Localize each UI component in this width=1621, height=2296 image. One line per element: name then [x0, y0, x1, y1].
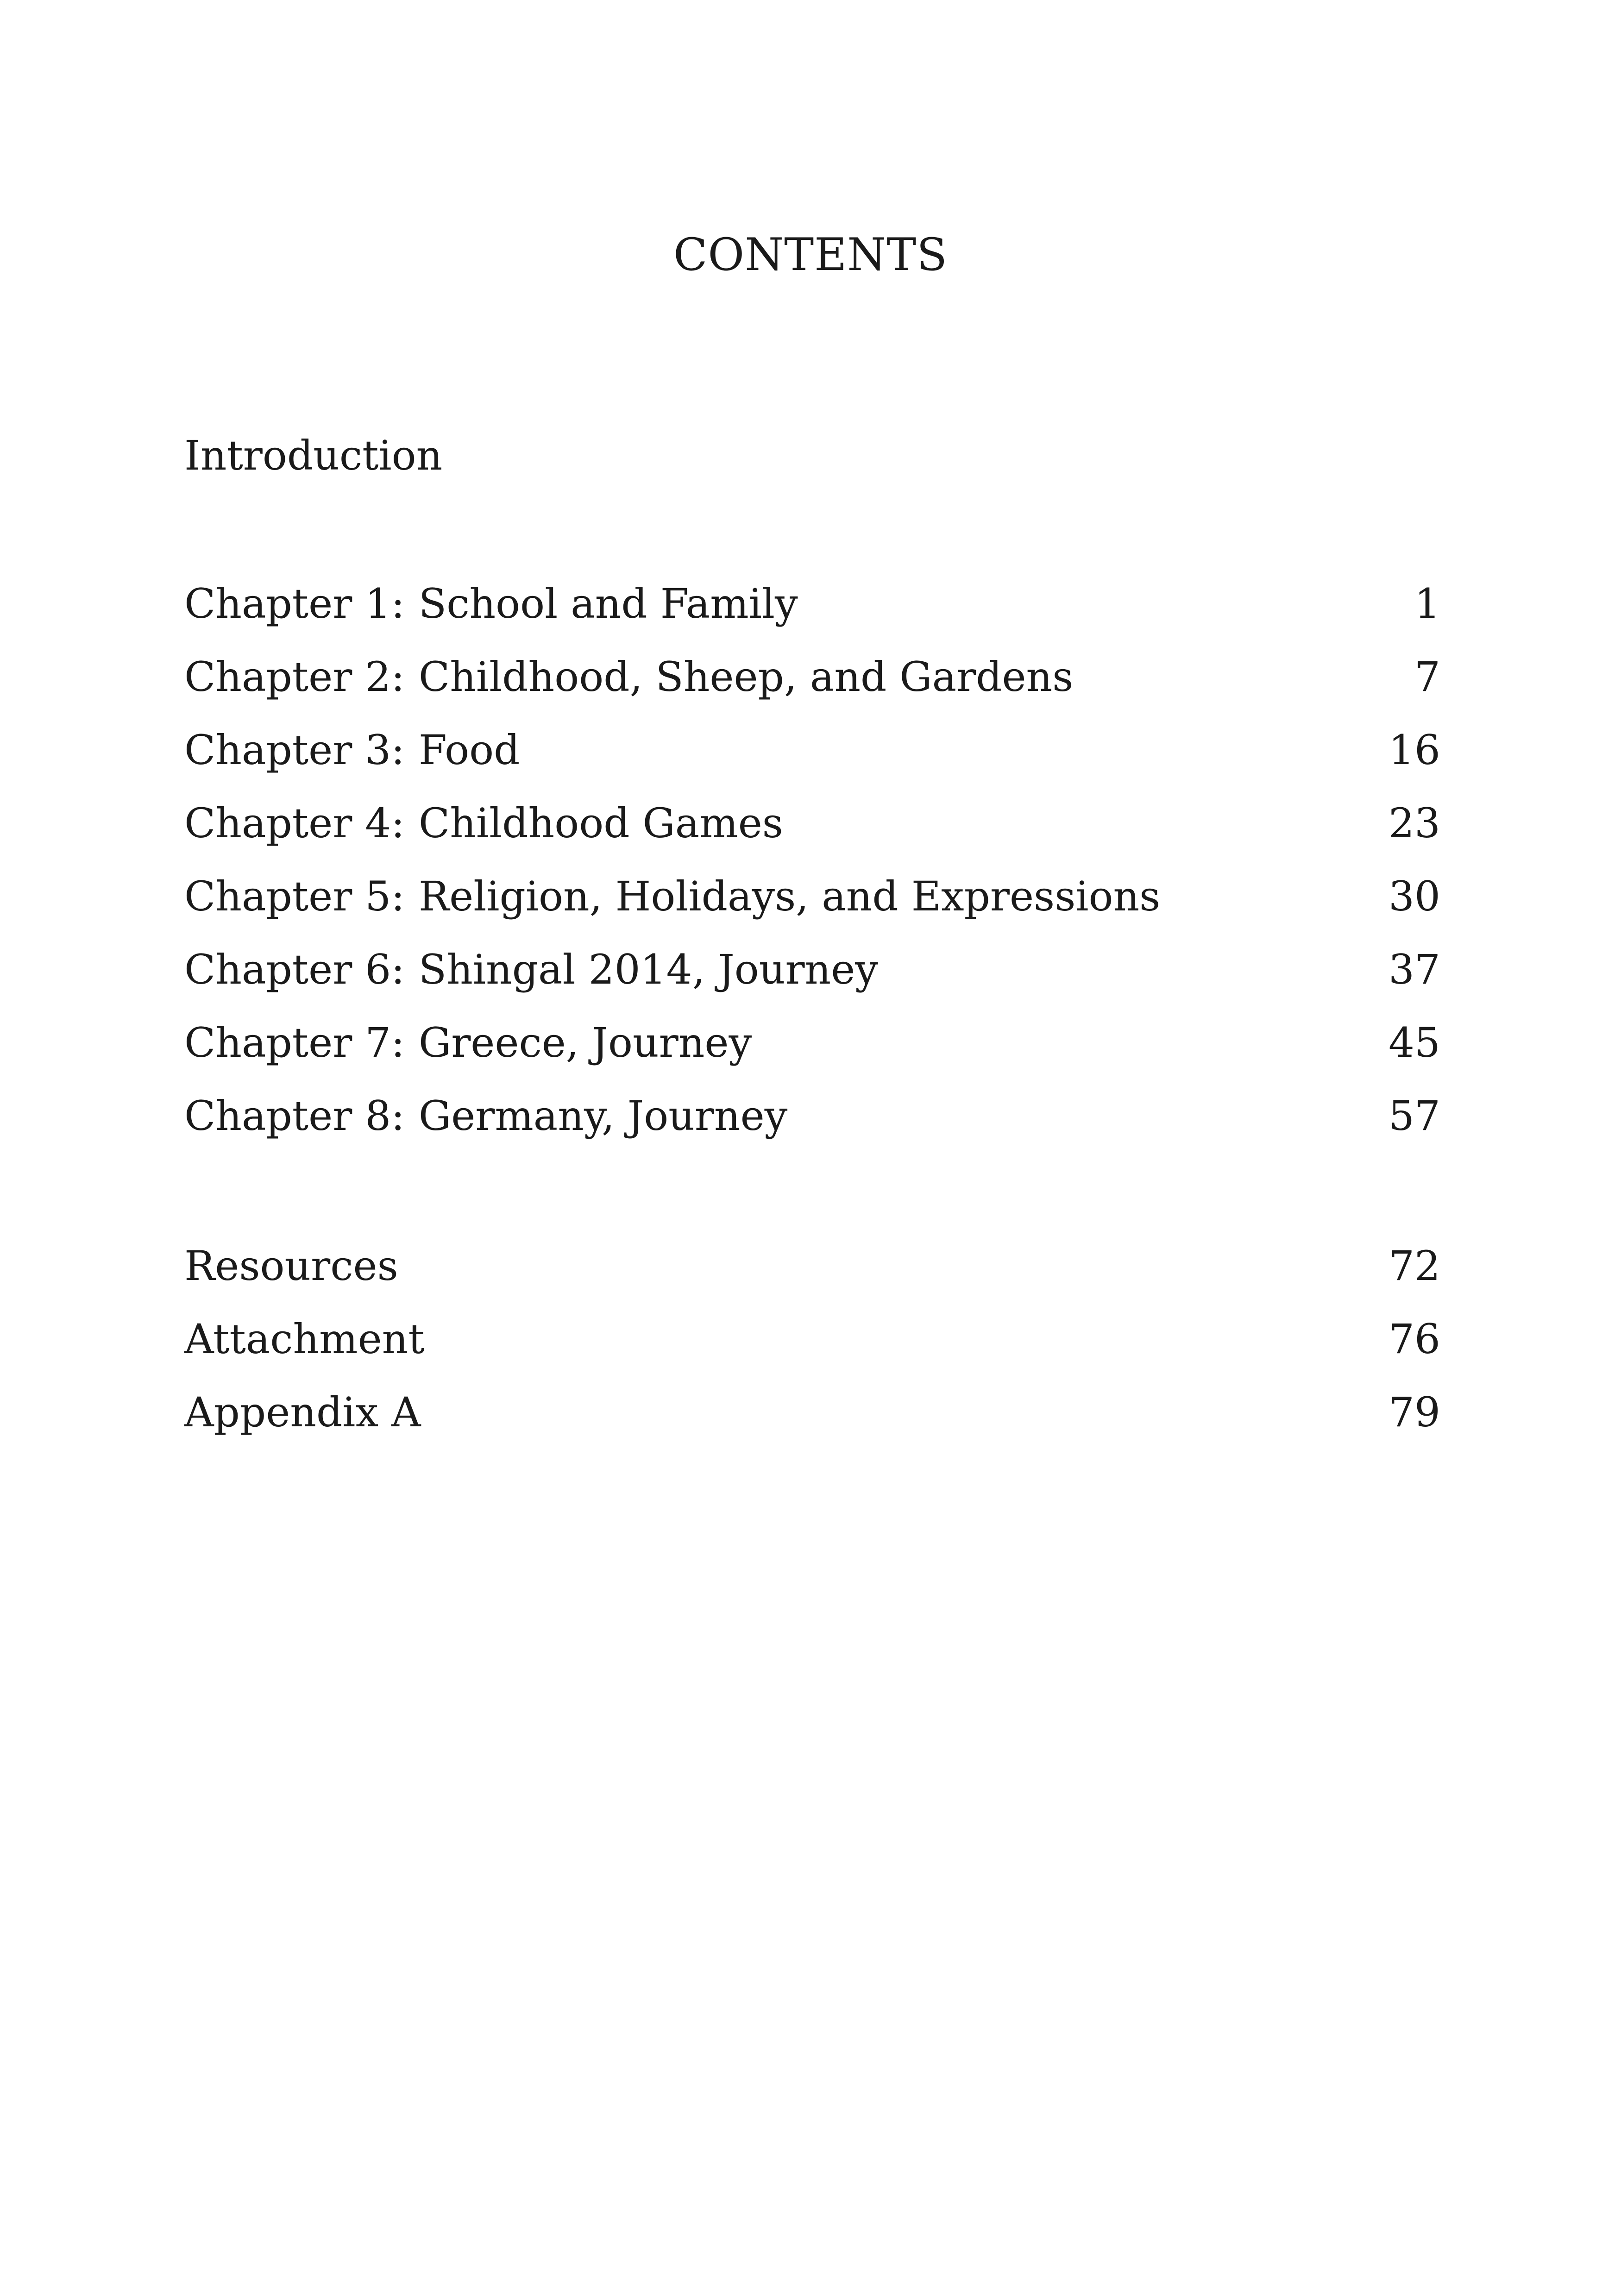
toc-entry-chapter-8 [184, 1089, 1440, 1162]
toc-page-number: 79 [1389, 1388, 1440, 1436]
toc-entry-label [184, 650, 1073, 704]
toc-introduction-section [184, 428, 1440, 502]
toc-entry-label: Attachment [184, 1315, 425, 1363]
toc-entry-label [184, 723, 520, 778]
chapter-title: Shingal 2014, Journey [418, 946, 878, 993]
toc-page-number: 45 [1389, 1019, 1440, 1066]
chapter-number: Chapter 4: [184, 799, 405, 847]
chapter-number: Chapter 3: [184, 726, 405, 774]
chapter-number: Chapter 2: [184, 653, 405, 701]
chapter-number: Chapter 6: [184, 946, 405, 993]
toc-page-number: 30 [1389, 872, 1440, 920]
toc-entry-chapter-5 [184, 869, 1440, 942]
toc-page-number: 16 [1389, 726, 1440, 774]
toc-page-number: 72 [1389, 1242, 1440, 1290]
toc-entry-chapter-1 [184, 577, 1440, 650]
toc-entry-chapter-3 [184, 723, 1440, 796]
toc-entry-chapter-7 [184, 1016, 1440, 1089]
chapter-title: Food [418, 726, 520, 774]
toc-entry-label [184, 577, 798, 631]
toc-entry-resources [184, 1239, 1440, 1312]
toc-entry-appendix-a [184, 1385, 1440, 1458]
toc-entry-attachment [184, 1312, 1440, 1385]
toc-backmatter-section [184, 1239, 1440, 1458]
chapter-title: Greece, Journey [418, 1019, 752, 1066]
chapter-number: Chapter 5: [184, 872, 405, 920]
toc-page-number: 76 [1389, 1315, 1440, 1363]
toc-entry-chapter-4 [184, 796, 1440, 869]
toc-entry-label [184, 869, 1160, 924]
chapter-title: School and Family [418, 580, 798, 627]
toc-entry-introduction [184, 428, 1440, 502]
chapter-title: Childhood Games [418, 799, 783, 847]
chapter-title: Religion, Holidays, and Expressions [418, 872, 1161, 920]
toc-page-number: 1 [1414, 580, 1440, 627]
chapter-number: Chapter 7: [184, 1019, 405, 1066]
toc-entry-label [184, 942, 878, 997]
toc-entry-label: Resources [184, 1242, 398, 1290]
toc-page-number: 57 [1389, 1092, 1440, 1140]
toc-entry-label [184, 1089, 787, 1143]
toc-page-number: 37 [1389, 946, 1440, 993]
toc-chapters-section [184, 577, 1440, 1162]
toc-page-number: 23 [1389, 799, 1440, 847]
chapter-title: Childhood, Sheep, and Gardens [418, 653, 1074, 701]
toc-entry-label [184, 1016, 752, 1070]
chapter-number: Chapter 8: [184, 1092, 405, 1140]
contents-heading: CONTENTS [673, 229, 948, 281]
toc-entry-chapter-6 [184, 942, 1440, 1016]
toc-entry-chapter-2 [184, 650, 1440, 723]
toc-page-number: 7 [1414, 653, 1440, 701]
chapter-title: Germany, Journey [418, 1092, 788, 1140]
chapter-number: Chapter 1: [184, 580, 405, 627]
toc-entry-label [184, 796, 783, 851]
toc-entry-label: Introduction [184, 432, 443, 479]
toc-entry-label: Appendix A [184, 1388, 421, 1436]
